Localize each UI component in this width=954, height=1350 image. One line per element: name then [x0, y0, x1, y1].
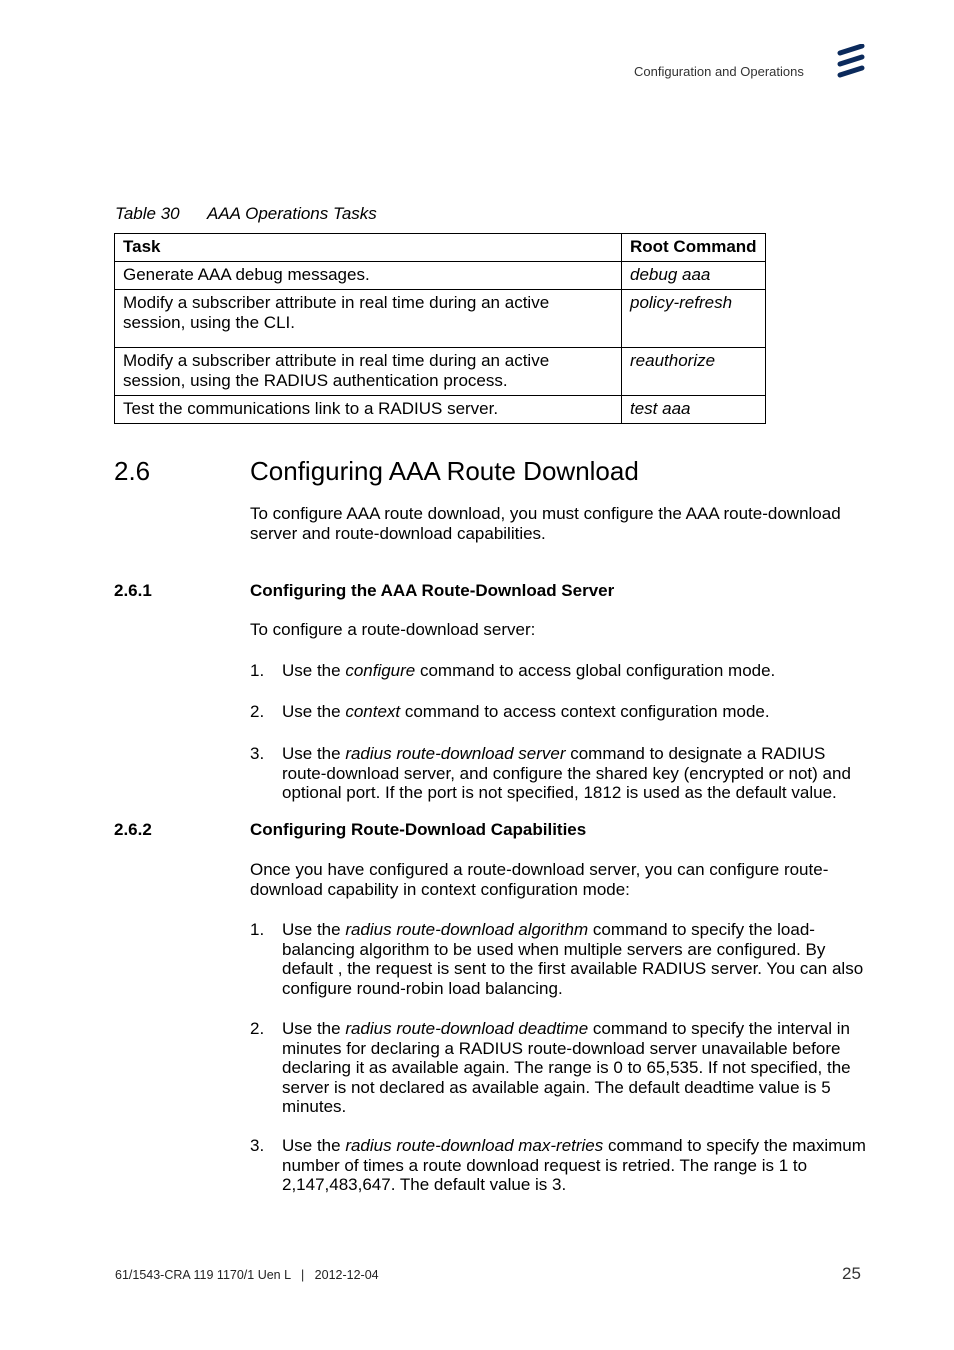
column-header-root-command: Root Command	[622, 234, 766, 262]
command-name: radius route-download deadtime	[345, 1019, 589, 1038]
command-name: context	[345, 702, 401, 721]
list-item	[250, 744, 870, 803]
section-title: Configuring AAA Route Download	[250, 456, 639, 486]
list-item	[250, 1136, 870, 1195]
subsection-intro: To configure a route-download server:	[250, 620, 536, 639]
step-text: Use the	[282, 920, 346, 939]
step-text: command to specify the maximum number of times a route download request is retried. The range is 1 to 2,147,483,647. The default value is 3.	[282, 1136, 866, 1194]
command-name: radius route-download server	[345, 744, 566, 763]
page-number: 25	[842, 1264, 861, 1283]
list-item	[250, 920, 870, 998]
list-item	[250, 1019, 870, 1117]
step-text: command to specify the load-balancing algorithm to be used when multiple servers are configured. By default , the request is sent to the first available RADIUS server. You can also configure round-robin load balancing.	[282, 920, 864, 998]
step-text: command to specify the interval in minutes for declaring a RADIUS route-download server unavailable before declaring it as available again. The range is 0 to 65,535. If not specified, the server is not declared as available again. The default deadtime value is 5 minutes.	[282, 1019, 851, 1116]
command-cell: reauthorize	[622, 348, 766, 396]
step-text: Use the	[282, 744, 346, 763]
task-cell: Test the communications link to a RADIUS server.	[115, 396, 622, 424]
command-cell: test aaa	[622, 396, 766, 424]
table-header-row	[115, 234, 766, 262]
step-text: Use the	[282, 661, 346, 680]
list-number: 1.	[250, 661, 265, 680]
step-text: command to access global configuration mode.	[415, 661, 776, 680]
step-text: command to designate a RADIUS route-download server, and configure the shared key (encrypted or not) and optional port. If the port is not specified, 1812 is used as the default value.	[282, 744, 851, 802]
table-row	[115, 290, 766, 348]
step-text: Use the	[282, 1019, 346, 1038]
table-caption-number: Table 30	[115, 204, 180, 223]
company-logo-icon	[836, 44, 866, 80]
subsection-title: Configuring the AAA Route-Download Server	[250, 581, 615, 600]
step-text: Use the	[282, 1136, 346, 1155]
subsection-number: 2.6.2	[114, 820, 152, 839]
document-id-footer: 61/1543-CRA 119 1170/1 Uen L | 2012-12-04	[115, 1268, 379, 1282]
command-cell: policy-refresh	[622, 290, 766, 348]
list-number: 1.	[250, 920, 265, 939]
command-name: radius route-download max-retries	[345, 1136, 604, 1155]
subsection-intro: Once you have configured a route-download server, you can configure route-download capability in context configuration mode:	[250, 860, 829, 899]
table-row	[115, 348, 766, 396]
section-intro: To configure AAA route download, you must configure the AAA route-download server and route-download capabilities.	[250, 504, 841, 543]
command-cell: debug aaa	[622, 262, 766, 290]
table-row	[115, 396, 766, 424]
list-item	[250, 702, 870, 722]
subsection-number: 2.6.1	[114, 581, 152, 600]
aaa-operations-table	[114, 233, 766, 424]
command-name: radius route-download algorithm	[345, 920, 589, 939]
task-cell: Generate AAA debug messages.	[115, 262, 622, 290]
table-caption	[115, 204, 377, 224]
command-name: configure	[345, 661, 416, 680]
section-number: 2.6	[114, 456, 151, 486]
subsection-title: Configuring Route-Download Capabilities	[250, 820, 587, 839]
list-item	[250, 661, 870, 681]
step-text: command to access context configuration mode.	[400, 702, 770, 721]
list-number: 3.	[250, 744, 265, 763]
running-header: Configuration and Operations	[634, 64, 804, 79]
step-text: Use the	[282, 702, 346, 721]
task-cell: Modify a subscriber attribute in real time during an active session, using the RADIUS authentication process.	[115, 348, 622, 396]
table-caption-title: AAA Operations Tasks	[207, 204, 377, 223]
list-number: 2.	[250, 702, 265, 721]
column-header-task: Task	[115, 234, 622, 262]
list-number: 2.	[250, 1019, 265, 1038]
list-number: 3.	[250, 1136, 265, 1155]
table-row	[115, 262, 766, 290]
task-cell: Modify a subscriber attribute in real time during an active session, using the CLI.	[115, 290, 622, 348]
